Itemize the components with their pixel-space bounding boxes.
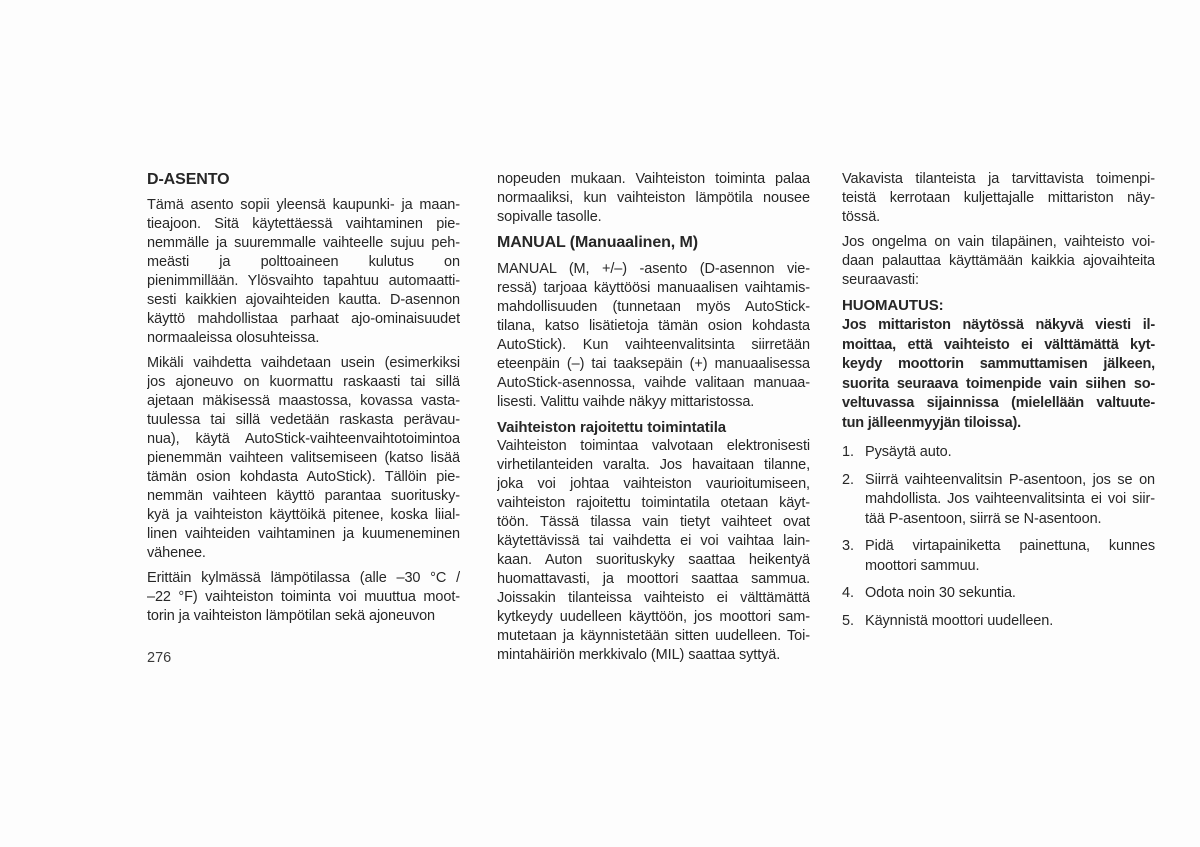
text-line: pienemmän vaihteen valitsemiseen (katso lisää <box>147 450 460 466</box>
text-line: Tämä asento sopii yleensä kaupunki- ja maan- <box>147 197 460 213</box>
list-item <box>842 537 1155 576</box>
text-line: –22 °F) vaihteiston toiminta voi muuttua moot- <box>147 589 460 605</box>
text-line: kaan. Auton suorituskyky saattaa heikentyä <box>497 552 810 568</box>
text-line: mahdollista. Jos vaihteenvalitsinta ei voi siir- <box>865 491 1155 507</box>
text-line: joka voi johtaa vaihteiston vaurioitumiseen, <box>497 476 810 492</box>
column-left <box>147 170 460 632</box>
paragraph <box>497 437 810 665</box>
text-line: Joissakin tilanteissa vaihteisto ei välttämättä <box>497 590 810 606</box>
text-line: Vaihteiston toimintaa valvotaan elektronisesti <box>497 438 810 454</box>
section-heading-d-asento: D-ASENTO <box>147 171 230 188</box>
list-item-text <box>865 612 1155 632</box>
paragraph <box>842 233 1155 290</box>
text-line: mutetaan ja käynnistetään sitten uudelleen. Toi- <box>497 628 810 644</box>
paragraph <box>147 569 460 626</box>
text-line: lisesti. Valittu vaihde näkyy mittaristossa. <box>497 394 755 410</box>
paragraph <box>497 170 810 227</box>
numbered-list <box>842 443 1155 631</box>
text-line: normaaleissa olosuhteissa. <box>147 330 320 346</box>
text-line: Jos mittariston näytössä näkyvä viesti il- <box>842 317 1155 333</box>
text-line: kytkeydy uudelleen käyttöön, jos moottori sam- <box>497 609 810 625</box>
text-line: huomattavasti, ja moottori saattaa sammua. <box>497 571 810 587</box>
text-line: moittaa, että vaihteisto ei välttämättä kyt- <box>842 336 1155 353</box>
column-middle <box>497 170 810 671</box>
text-line: käyttö mahdollistaa parhaat ajo-ominaisuudet <box>147 311 460 327</box>
list-item-number: 4. <box>842 585 854 601</box>
text-line: jos ajoneuvo on kuormattu raskaasti tai sillä <box>147 374 460 390</box>
text-line: teistä kerrotaan kuljettajalle mittariston näy- <box>842 190 1155 206</box>
page-number: 276 <box>147 650 172 666</box>
text-line: nemmälle ja suuremmalle vaihteelle sujuu peh- <box>147 235 460 251</box>
list-item-text <box>865 584 1155 604</box>
text-line: pienimmillään. Ylösvaihto tapahtuu automaatti- <box>147 273 460 289</box>
text-line: tää P-asentoon, siirrä se N-asentoon. <box>865 510 1102 527</box>
text-line: moottori sammuu. <box>865 557 980 574</box>
note-paragraph <box>842 316 1155 433</box>
text-line: linen vaihteiden vaihtaminen ja kuumeneminen <box>147 526 460 542</box>
list-item-number: 5. <box>842 612 854 629</box>
text-line: suorita seuraava toimenpide vain siihen so- <box>842 375 1155 392</box>
text-line: Mikäli vaihdetta vaihdetaan usein (esimerkiksi <box>147 355 460 371</box>
text-line: Käynnistä moottori uudelleen. <box>865 612 1054 629</box>
text-line: nopeuden mukaan. Vaihteiston toiminta palaa <box>497 171 810 187</box>
text-line: mintahäiriön merkkivalo (MIL) saattaa syttyä. <box>497 647 781 663</box>
text-line: tieajoon. Sitä käytettäessä vaihtaminen pie- <box>147 216 460 232</box>
list-item-number: 2. <box>842 471 854 488</box>
text-line: tämän osion kohdasta AutoStick). Tällöin pie- <box>147 469 460 485</box>
text-line: sopivalle tasolle. <box>497 209 602 225</box>
text-line: eteenpäin (–) tai taaksepäin (+) manuaalisessa <box>497 356 810 372</box>
paragraph <box>147 354 460 563</box>
text-line: ressä) tarjoaa käyttöösi manuaalisen vaihtamis- <box>497 280 810 296</box>
text-line: tun jälleenmyyjän tiloissa). <box>842 414 1021 431</box>
text-line: Siirrä vaihteenvalitsin P-asentoon, jos se on <box>865 471 1155 488</box>
text-line: AutoStick). Kun vaihteenvalitsinta siirretään <box>497 337 810 353</box>
list-item-number: 3. <box>842 538 854 554</box>
text-line: nemmän vaihteen käyttö parantaa suoritusky- <box>147 488 460 504</box>
text-line: normaaliksi, kun vaihteiston lämpötila nousee <box>497 190 810 206</box>
text-line: ajetaan mäkisessä maastossa, kovassa vasta- <box>147 393 460 409</box>
text-line: vähenee. <box>147 545 206 561</box>
paragraph <box>497 260 810 412</box>
text-line: kyä ja vaihteiston käyttöikä pitenee, koska liial- <box>147 507 460 523</box>
column-right <box>842 170 1155 639</box>
text-line: seuraavasti: <box>842 272 919 288</box>
list-item <box>842 443 1155 463</box>
list-item-text <box>865 471 1155 530</box>
text-line: tilana, katso lisätietoja tämän osion kohdasta <box>497 318 810 334</box>
text-line: sesti kaikkien ajovaihteiden kautta. D-asennon <box>147 292 460 308</box>
text-line: tössä. <box>842 209 881 225</box>
text-line: Odota noin 30 sekuntia. <box>865 585 1016 601</box>
text-line: AutoStick-asennossa, vaihde valitaan manuaa- <box>497 375 810 391</box>
text-line: MANUAL (M, +/–) -asento (D-asennon vie- <box>497 261 810 277</box>
text-line: käytettävissä tai vaihdetta ei voi vaihtaa lain- <box>497 533 810 549</box>
text-line: keydy moottorin sammuttamisen jälkeen, <box>842 356 1155 372</box>
section-heading-manual: MANUAL (Manuaalinen, M) <box>497 234 698 251</box>
list-item <box>842 584 1155 604</box>
text-line: mahdollisuuden (tunnetaan myös AutoStick- <box>497 299 810 315</box>
list-item <box>842 471 1155 530</box>
paragraph <box>842 170 1155 227</box>
list-item-number: 1. <box>842 444 854 460</box>
subsection-heading-limp-mode: Vaihteiston rajoitettu toimintatila <box>497 419 727 436</box>
text-line: Vakavista tilanteista ja tarvittavista toimenpi- <box>842 171 1155 187</box>
note-heading: HUOMAUTUS: <box>842 297 944 314</box>
text-line: Jos ongelma on vain tilapäinen, vaihteisto voi- <box>842 234 1155 250</box>
text-line: vaihteiston rajoitettu toimintatila otetaan käyt- <box>497 495 810 511</box>
text-line: tuulessa tai sillä vedetään raskasta perävau- <box>147 412 460 428</box>
text-line: Pidä virtapainiketta painettuna, kunnes <box>865 538 1155 554</box>
text-line: Pysäytä auto. <box>865 444 952 460</box>
text-line: daan palauttaa käyttämään kaikkia ajovaihteita <box>842 253 1155 269</box>
text-line: veltuvassa sijainnissa (mielellään valtuute- <box>842 395 1155 411</box>
text-line: virhetilanteiden varalta. Jos havaitaan tilanne, <box>497 457 810 473</box>
text-line: töön. Tässä tilassa vain tietyt vaihteet ovat <box>497 514 810 530</box>
list-item-text <box>865 443 1155 463</box>
paragraph <box>147 196 460 348</box>
list-item-text <box>865 537 1155 576</box>
text-line: nua), käytä AutoStick-vaihteenvaihtotoimintoa <box>147 431 460 447</box>
text-line: meästi ja polttoaineen kulutus on <box>147 254 460 270</box>
text-line: Erittäin kylmässä lämpötilassa (alle –30 °C / <box>147 570 460 586</box>
text-line: torin ja vaihteiston lämpötilan sekä ajoneuvon <box>147 608 435 624</box>
list-item <box>842 612 1155 632</box>
